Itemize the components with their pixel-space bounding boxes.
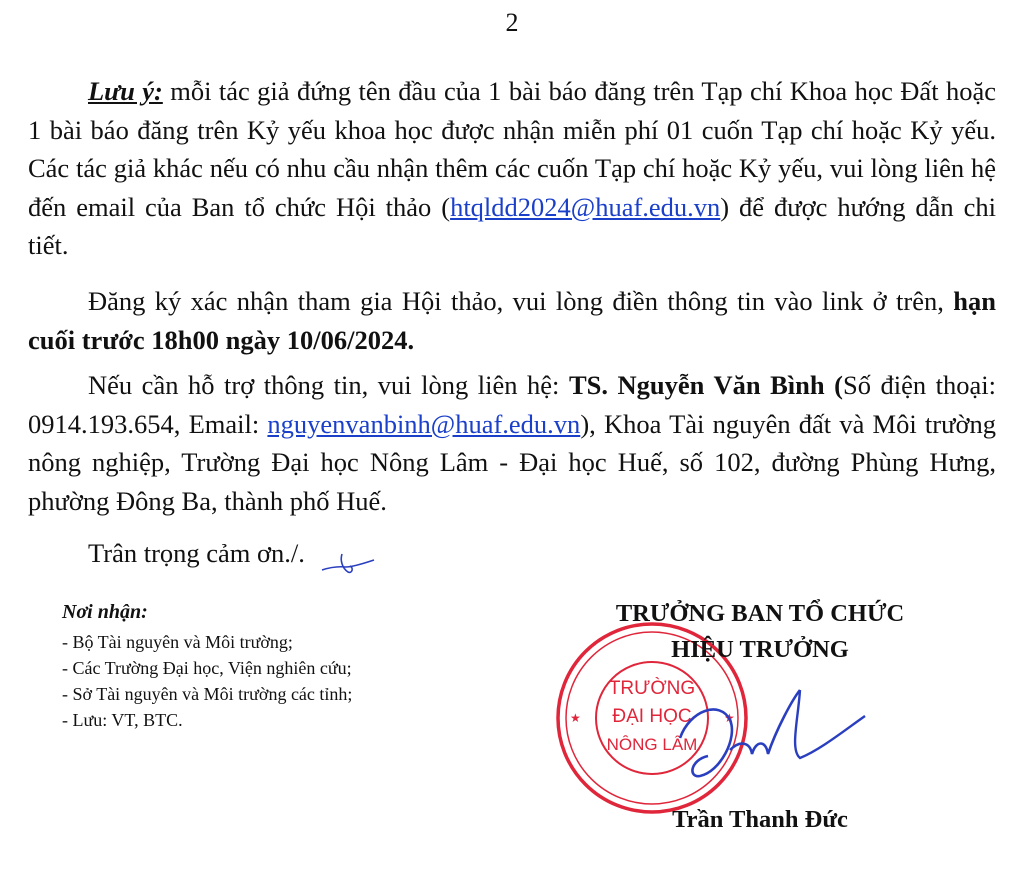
contact-email-link[interactable]: nguyenvanbinh@huaf.edu.vn: [267, 408, 581, 439]
svg-text:ĐẠI HỌC: ĐẠI HỌC: [612, 706, 692, 727]
registration-paragraph: [28, 282, 996, 359]
registration-text: Đăng ký xác nhận tham gia Hội thảo, vui lòng điền thông tin vào link ở trên,: [88, 286, 954, 316]
contact-text: Nếu cần hỗ trợ thông tin, vui lòng liên hệ:: [88, 370, 569, 400]
svg-text:★: ★: [724, 711, 735, 725]
organizer-email-link[interactable]: htqldd2024@huaf.edu.vn: [450, 191, 721, 222]
recipient-item: - Bộ Tài nguyên và Môi trường;: [62, 632, 293, 652]
signature-title: TRƯỞNG BAN TỔ CHỨC: [615, 600, 905, 627]
recipient-item: - Sở Tài nguyên và Môi trường các tỉnh;: [62, 684, 353, 704]
signature-position: HIỆU TRƯỞNG: [671, 636, 849, 663]
note-text: mỗi tác giả đứng tên đầu của 1 bài báo đăng trên Tạp chí Khoa học Đất hoặc 1 bài báo đăng trên Kỷ yếu khoa học được nhận miễn phí 01 cuốn Tạp chí hoặc Kỷ yếu. Các tác giả khác nếu có nhu cầu nhận thêm các cuốn Tạp chí hoặc Kỷ yếu, vui lòng liên hệ đến email của Ban tổ chức Hội thảo (: [28, 76, 996, 222]
handwritten-signature-icon: [660, 680, 870, 790]
note-label: Lưu ý:: [88, 76, 163, 106]
contact-address: ), Khoa Tài nguyên đất và Môi trường nông nghiệp, Trường Đại học Nông Lâm - Đại học Huế, số 102, đường Phùng Hưng, phường Đông Ba, thành phố Huế.: [28, 408, 996, 516]
closing-line: [28, 534, 996, 573]
svg-text:NÔNG LÂM: NÔNG LÂM: [606, 735, 698, 754]
note-paragraph: [28, 72, 996, 265]
signer-name: Trần Thanh Đức: [672, 806, 848, 833]
svg-text:TRƯỜNG: TRƯỜNG: [608, 678, 696, 699]
recipients-title: Nơi nhận:: [62, 601, 148, 623]
contact-name: TS. Nguyễn Văn Bình (: [568, 370, 843, 400]
initial-signature-icon: [318, 548, 378, 580]
page-number: 2: [505, 8, 519, 37]
recipient-item: - Lưu: VT, BTC.: [62, 710, 183, 730]
svg-text:★: ★: [570, 711, 581, 725]
contact-paragraph: [28, 366, 996, 520]
closing-text: Trân trọng cảm ơn./.: [88, 538, 305, 568]
contact-phone-text: Số điện thoại: 0914.193.654, Email:: [28, 370, 996, 439]
registration-deadline: hạn cuối trước 18h00 ngày 10/06/2024.: [28, 286, 996, 355]
note-text-end: ) để được hướng dẫn chi tiết.: [28, 191, 996, 260]
recipient-item: - Các Trường Đại học, Viện nghiên cứu;: [62, 658, 352, 678]
